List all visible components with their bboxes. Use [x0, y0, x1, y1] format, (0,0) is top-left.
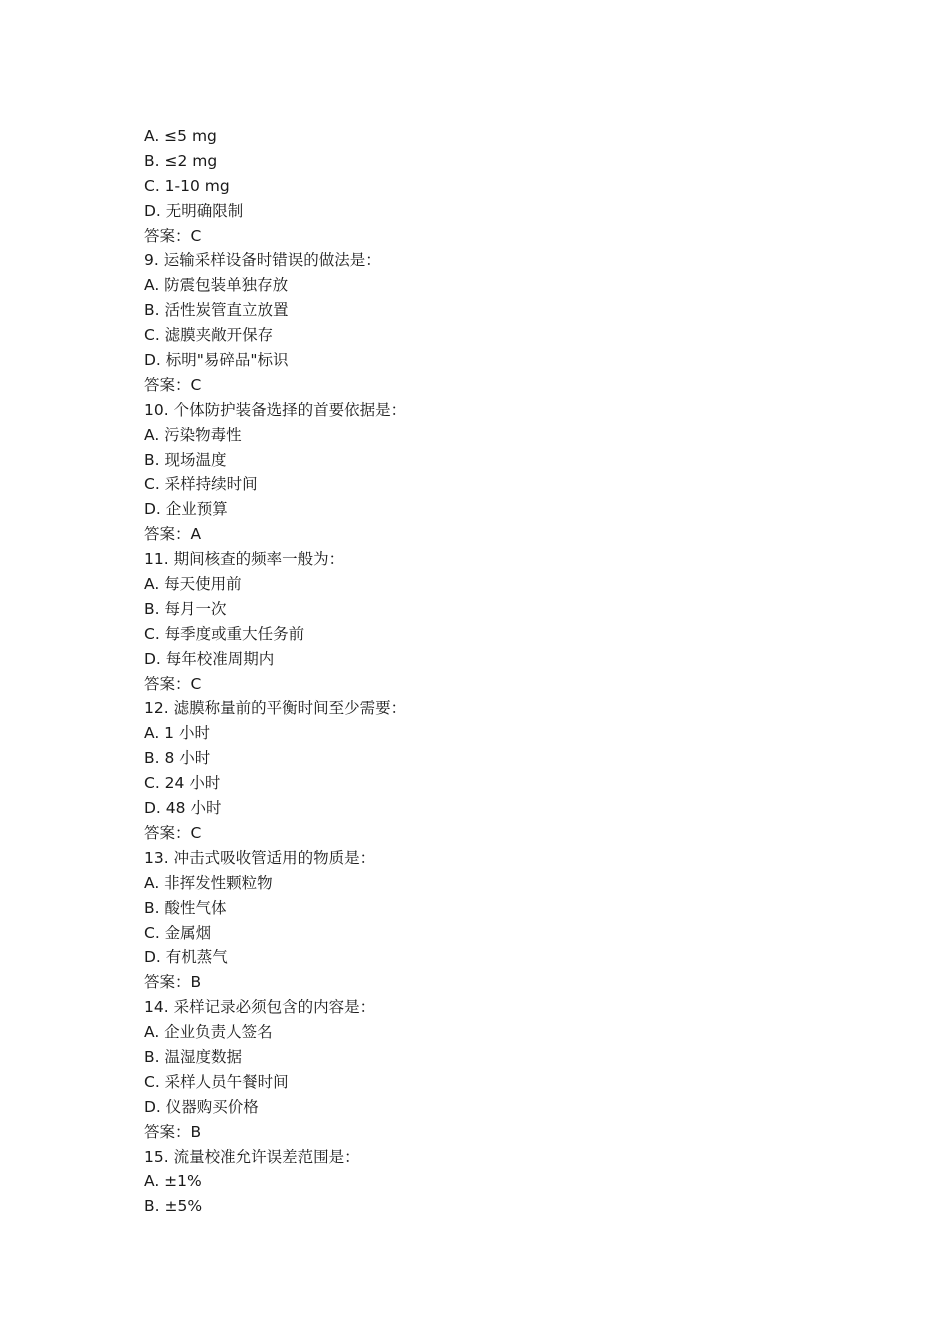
option-text: B. 每月一次	[144, 599, 227, 618]
option-text: C. 每季度或重大任务前	[144, 624, 305, 643]
option-text: D. 仪器购买价格	[144, 1097, 259, 1116]
answer-text: 答案：B	[144, 1122, 202, 1141]
option-text: C. 1-10 mg	[144, 176, 230, 195]
question-text: 9. 运输采样设备时错误的做法是：	[144, 251, 381, 270]
option-text: B. 温湿度数据	[144, 1047, 242, 1066]
option-text: B. 8 小时	[144, 749, 211, 768]
option-text: D. 企业预算	[144, 500, 228, 519]
answer-text: 答案：C	[144, 823, 202, 842]
option-text: C. 采样人员午餐时间	[144, 1072, 289, 1091]
option-text: C. 24 小时	[144, 774, 221, 793]
answer-text: 答案：C	[144, 226, 202, 245]
option-text: C. 滤膜夹敞开保存	[144, 326, 274, 345]
question-text: 15. 流量校准允许误差范围是：	[144, 1147, 360, 1166]
option-text: A. ±1%	[144, 1172, 202, 1191]
document-body	[144, 124, 844, 1219]
option-text: A. 每天使用前	[144, 575, 242, 594]
answer-text: 答案：B	[144, 973, 202, 992]
question-text: 14. 采样记录必须包含的内容是：	[144, 998, 376, 1017]
option-text: A. 企业负责人签名	[144, 1023, 273, 1042]
question-text: 10. 个体防护装备选择的首要依据是：	[144, 400, 407, 419]
option-text: B. 酸性气体	[144, 898, 227, 917]
option-text: A. 防震包装单独存放	[144, 276, 289, 295]
option-text: A. 1 小时	[144, 724, 210, 743]
question-text: 12. 滤膜称量前的平衡时间至少需要：	[144, 699, 407, 718]
option-text: B. 活性炭管直立放置	[144, 301, 289, 320]
option-text: D. 每年校准周期内	[144, 649, 275, 668]
option-text: B. ≤2 mg	[144, 151, 218, 170]
option-text: D. 48 小时	[144, 799, 222, 818]
question-text: 11. 期间核查的频率一般为：	[144, 550, 345, 569]
option-text: A. ≤5 mg	[144, 127, 217, 145]
option-text: C. 金属烟	[144, 923, 212, 942]
option-text: D. 有机蒸气	[144, 948, 228, 967]
option-text: D. 无明确限制	[144, 201, 244, 220]
option-text: B. 现场温度	[144, 450, 227, 469]
option-text: C. 采样持续时间	[144, 475, 258, 494]
answer-text: 答案：A	[144, 525, 202, 544]
answer-text: 答案：C	[144, 674, 202, 693]
option-text: D. 标明"易碎品"标识	[144, 351, 289, 370]
option-text: A. 污染物毒性	[144, 425, 242, 444]
option-text: A. 非挥发性颗粒物	[144, 873, 273, 892]
question-text: 13. 冲击式吸收管适用的物质是：	[144, 848, 376, 867]
option-text: B. ±5%	[144, 1197, 203, 1216]
answer-text: 答案：C	[144, 375, 202, 394]
